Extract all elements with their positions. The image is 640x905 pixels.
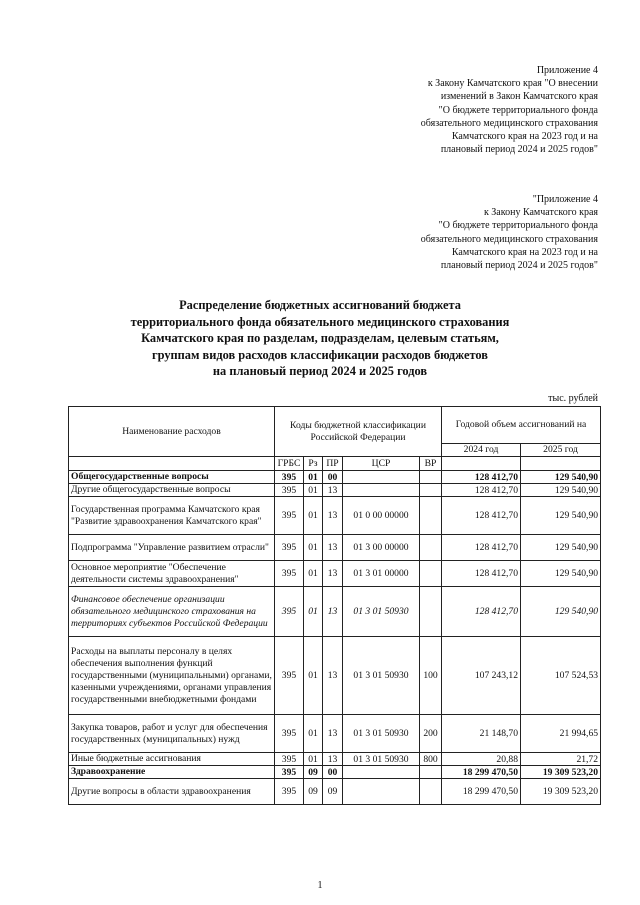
cell-pr: 13 <box>323 484 343 497</box>
header-codes: Коды бюджетной классификации Российской Федерации <box>275 407 442 457</box>
cell-csr <box>343 471 420 484</box>
cell-2024: 128 412,70 <box>442 587 521 637</box>
cell-pr: 13 <box>323 535 343 561</box>
document-title <box>60 297 580 380</box>
cell-name: Другие общегосударственные вопросы <box>69 484 275 497</box>
cell-vr <box>420 535 442 561</box>
cell-csr: 01 3 01 50930 <box>343 715 420 753</box>
cell-vr: 800 <box>420 753 442 766</box>
cell-csr: 01 3 00 00000 <box>343 535 420 561</box>
table-row <box>69 484 601 497</box>
cell-2024: 21 148,70 <box>442 715 521 753</box>
header-pr: ПР <box>323 457 343 471</box>
table-row <box>69 497 601 535</box>
header-grbs: ГРБС <box>275 457 304 471</box>
cell-grbs: 395 <box>275 497 304 535</box>
cell-rz: 01 <box>304 484 323 497</box>
cell-grbs: 395 <box>275 471 304 484</box>
title-line: Камчатского края по разделам, подразделам, целевым статьям, <box>141 331 499 345</box>
cell-csr: 01 3 01 50930 <box>343 587 420 637</box>
cell-vr <box>420 587 442 637</box>
cell-2025: 21,72 <box>521 753 601 766</box>
cell-vr <box>420 561 442 587</box>
header-2024: 2024 год <box>442 444 521 457</box>
cell-grbs: 395 <box>275 779 304 805</box>
cell-grbs: 395 <box>275 637 304 715</box>
header-name: Наименование расходов <box>69 407 275 457</box>
cell-vr: 200 <box>420 715 442 753</box>
table-row <box>69 535 601 561</box>
cell-2025: 19 309 523,20 <box>521 766 601 779</box>
header-line: изменений в Закон Камчатского края <box>440 91 598 103</box>
cell-csr <box>343 766 420 779</box>
cell-2025: 129 540,90 <box>521 484 601 497</box>
cell-2024: 128 412,70 <box>442 535 521 561</box>
cell-vr <box>420 484 442 497</box>
cell-grbs: 395 <box>275 484 304 497</box>
header-line: к Закону Камчатского края <box>483 207 598 219</box>
cell-name: Здравоохранение <box>69 766 275 779</box>
header-vr: ВР <box>420 457 442 471</box>
cell-vr <box>420 471 442 484</box>
cell-2024: 18 299 470,50 <box>442 779 521 805</box>
cell-pr: 00 <box>323 471 343 484</box>
cell-rz: 01 <box>304 535 323 561</box>
cell-rz: 09 <box>304 766 323 779</box>
cell-2024: 107 243,12 <box>442 637 521 715</box>
cell-vr <box>420 766 442 779</box>
cell-grbs: 395 <box>275 561 304 587</box>
header-line: Приложение 4 <box>536 65 598 76</box>
original-appendix-header <box>421 193 598 272</box>
cell-vr <box>420 779 442 805</box>
page-number: 1 <box>317 880 323 891</box>
cell-name: Основное мероприятие "Обеспечение деятельности системы здравоохранения" <box>69 561 275 587</box>
cell-2025: 19 309 523,20 <box>521 779 601 805</box>
cell-csr <box>343 779 420 805</box>
header-blank <box>69 457 275 471</box>
cell-2024: 128 412,70 <box>442 484 521 497</box>
cell-pr: 13 <box>323 715 343 753</box>
cell-name: Другие вопросы в области здравоохранения <box>69 779 275 805</box>
cell-csr <box>343 484 420 497</box>
cell-2025: 129 540,90 <box>521 561 601 587</box>
cell-2024: 128 412,70 <box>442 471 521 484</box>
header-2025: 2025 год <box>521 444 601 457</box>
header-blank-2024 <box>442 457 521 471</box>
header-line: обязательного медицинского страхования <box>420 233 598 245</box>
title-line: на плановый период 2024 и 2025 годов <box>212 364 428 378</box>
cell-rz: 01 <box>304 587 323 637</box>
header-csr: ЦСР <box>343 457 420 471</box>
cell-grbs: 395 <box>275 753 304 766</box>
cell-2025: 107 524,53 <box>521 637 601 715</box>
cell-rz: 01 <box>304 637 323 715</box>
header-line: к Закону Камчатского края "О внесении <box>427 78 598 90</box>
cell-2025: 129 540,90 <box>521 535 601 561</box>
header-line: Камчатского края на 2023 год и на <box>451 246 598 258</box>
cell-rz: 01 <box>304 497 323 535</box>
budget-table <box>68 406 601 805</box>
cell-rz: 01 <box>304 715 323 753</box>
cell-grbs: 395 <box>275 766 304 779</box>
title-line: группам видов расходов классификации расходов бюджетов <box>151 347 489 362</box>
title-line: территориального фонда обязательного медицинского страхования <box>130 314 510 329</box>
header-line: плановый период 2024 и 2025 годов" <box>440 260 598 272</box>
cell-2024: 18 299 470,50 <box>442 766 521 779</box>
table-row <box>69 637 601 715</box>
cell-csr: 01 3 01 50930 <box>343 637 420 715</box>
header-line: плановый период 2024 и 2025 годов" <box>440 144 598 156</box>
cell-pr: 13 <box>323 753 343 766</box>
cell-name: Общегосударственные вопросы <box>69 471 275 484</box>
cell-pr: 00 <box>323 766 343 779</box>
cell-2024: 128 412,70 <box>442 561 521 587</box>
table-row <box>69 587 601 637</box>
cell-2024: 20,88 <box>442 753 521 766</box>
header-volume: Годовой объем ассигнований на <box>442 407 601 444</box>
cell-grbs: 395 <box>275 715 304 753</box>
cell-rz: 01 <box>304 561 323 587</box>
cell-pr: 13 <box>323 497 343 535</box>
header-line: обязательного медицинского страхования <box>420 117 598 129</box>
cell-csr: 01 3 01 00000 <box>343 561 420 587</box>
cell-csr: 01 3 01 50930 <box>343 753 420 766</box>
cell-rz: 09 <box>304 779 323 805</box>
cell-name: Иные бюджетные ассигнования <box>69 753 275 766</box>
header-rz: Рз <box>304 457 323 471</box>
cell-csr: 01 0 00 00000 <box>343 497 420 535</box>
header-blank-2025 <box>521 457 601 471</box>
header-line: "О бюджете территориального фонда <box>438 220 598 232</box>
title-line: Распределение бюджетных ассигнований бюджета <box>179 298 461 312</box>
cell-rz: 01 <box>304 753 323 766</box>
cell-vr: 100 <box>420 637 442 715</box>
header-line: Камчатского края на 2023 год и на <box>451 131 598 143</box>
table-row <box>69 715 601 753</box>
table-row <box>69 753 601 766</box>
table-row <box>69 561 601 587</box>
cell-2024: 128 412,70 <box>442 497 521 535</box>
table-row <box>69 471 601 484</box>
cell-pr: 13 <box>323 637 343 715</box>
cell-grbs: 395 <box>275 587 304 637</box>
cell-rz: 01 <box>304 471 323 484</box>
cell-2025: 21 994,65 <box>521 715 601 753</box>
cell-name: Подпрограмма "Управление развитием отрасли" <box>69 535 275 561</box>
cell-2025: 129 540,90 <box>521 587 601 637</box>
header-line: "О бюджете территориального фонда <box>438 104 598 116</box>
cell-name: Финансовое обеспечение организации обязательного медицинского страхования на территориях субъектов Российской Федерации <box>69 587 275 637</box>
cell-name: Расходы на выплаты персоналу в целях обеспечения выполнения функций государственными (муниципальными) органами, казенными учреждениями, органами управления государственными внебюджетными фондами <box>69 637 275 715</box>
cell-2025: 129 540,90 <box>521 497 601 535</box>
table-row <box>69 779 601 805</box>
header-line: "Приложение 4 <box>532 194 598 205</box>
cell-name: Закупка товаров, работ и услуг для обеспечения государственных (муниципальных) нужд <box>69 715 275 753</box>
cell-pr: 13 <box>323 587 343 637</box>
cell-pr: 13 <box>323 561 343 587</box>
cell-vr <box>420 497 442 535</box>
unit-label: тыс. рублей <box>548 393 598 404</box>
cell-grbs: 395 <box>275 535 304 561</box>
cell-2025: 129 540,90 <box>521 471 601 484</box>
appendix-header <box>421 64 598 156</box>
table-row <box>69 766 601 779</box>
cell-pr: 09 <box>323 779 343 805</box>
cell-name: Государственная программа Камчатского края "Развитие здравоохранения Камчатского края" <box>69 497 275 535</box>
